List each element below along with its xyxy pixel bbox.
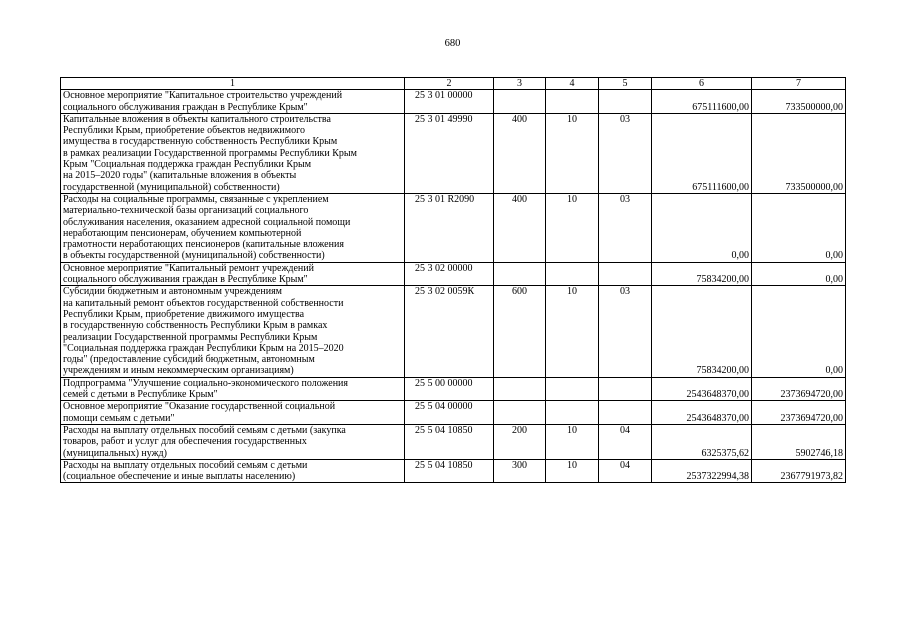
row-expense-type: [494, 377, 546, 401]
row-code: 25 3 01 00000: [405, 90, 494, 114]
row-amount-col7: 733500000,00: [752, 113, 846, 193]
row-section: [546, 262, 599, 286]
row-amount-col7: 5902746,18: [752, 424, 846, 459]
row-expense-type: [494, 262, 546, 286]
row-amount-col7: 2367791973,82: [752, 459, 846, 483]
column-header: 5: [599, 78, 652, 90]
row-expense-type: 400: [494, 193, 546, 262]
row-section: 10: [546, 424, 599, 459]
page-number: 680: [444, 38, 461, 49]
row-expense-type: 300: [494, 459, 546, 483]
row-name: Подпрограмма "Улучшение социально-экономического положения семей с детьми в Республике Крым": [61, 377, 405, 401]
column-header: 7: [752, 78, 846, 90]
row-name: Субсидии бюджетным и автономным учреждениям на капитальный ремонт объектов государственной собственности Республики Крым, приобретение движимого имущества в государственную собственность Республики Крым в рамках реализации Государственной программы Республики Крым "Социальная поддержка граждан Республики Крым на 2015–2020 годы" (предоставление субсидий бюджетным, автономным учреждениям и иным некоммерческим организациям): [61, 286, 405, 377]
row-subsection: 03: [599, 286, 652, 377]
row-subsection: 03: [599, 113, 652, 193]
row-section: 10: [546, 459, 599, 483]
row-subsection: [599, 90, 652, 114]
row-expense-type: 600: [494, 286, 546, 377]
column-header: 4: [546, 78, 599, 90]
row-name: Капитальные вложения в объекты капитального строительства Республики Крым, приобретение объектов недвижимого имущества в государственную собственность Республики Крым в рамках реализации Государственной программы Республики Крым Крым "Социальная поддержка граждан Республики Крым на 2015–2020 годы" (капитальные вложения в объекты государственной (муниципальной) собственности): [61, 113, 405, 193]
row-amount-col6: 2543648370,00: [652, 401, 752, 425]
row-section: 10: [546, 193, 599, 262]
table-row: [61, 90, 846, 114]
row-section: [546, 90, 599, 114]
row-amount-col6: 2537322994,38: [652, 459, 752, 483]
table-row: [61, 113, 846, 193]
row-expense-type: 200: [494, 424, 546, 459]
table-row: [61, 286, 846, 377]
column-header: 6: [652, 78, 752, 90]
row-amount-col6: 0,00: [652, 193, 752, 262]
row-code: 25 5 04 10850: [405, 459, 494, 483]
row-amount-col7: 733500000,00: [752, 90, 846, 114]
column-header: 3: [494, 78, 546, 90]
row-amount-col6: 675111600,00: [652, 113, 752, 193]
row-subsection: 03: [599, 193, 652, 262]
row-name: Основное мероприятие "Капитальное строительство учреждений социального обслуживания граждан в Республике Крым": [61, 90, 405, 114]
row-name: Основное мероприятие "Оказание государственной социальной помощи семьям с детьми": [61, 401, 405, 425]
row-subsection: [599, 262, 652, 286]
row-name: Расходы на выплату отдельных пособий семьям с детьми (социальное обеспечение и иные выплаты населению): [61, 459, 405, 483]
row-amount-col6: 6325375,62: [652, 424, 752, 459]
row-amount-col7: 0,00: [752, 286, 846, 377]
row-name: Расходы на социальные программы, связанные с укреплением материально-технической базы организаций социального обслуживания населения, оказанием адресной социальной помощи неработающим пенсионерам, обучением компьютерной грамотности неработающих пенсионеров (капитальные вложения в объекты государственной (муниципальной) собственности): [61, 193, 405, 262]
row-subsection: 04: [599, 459, 652, 483]
row-section: 10: [546, 286, 599, 377]
row-expense-type: [494, 401, 546, 425]
row-amount-col7: 2373694720,00: [752, 401, 846, 425]
row-amount-col6: 75834200,00: [652, 262, 752, 286]
column-header: 2: [405, 78, 494, 90]
table-row: [61, 193, 846, 262]
row-amount-col6: 2543648370,00: [652, 377, 752, 401]
row-expense-type: [494, 90, 546, 114]
row-section: [546, 401, 599, 425]
row-section: [546, 377, 599, 401]
row-amount-col7: 0,00: [752, 262, 846, 286]
table-row: [61, 262, 846, 286]
row-code: 25 5 00 00000: [405, 377, 494, 401]
row-code: 25 3 02 0059К: [405, 286, 494, 377]
budget-table: [60, 77, 846, 483]
row-name: Основное мероприятие "Капитальный ремонт учреждений социального обслуживания граждан в Республике Крым": [61, 262, 405, 286]
row-code: 25 5 04 10850: [405, 424, 494, 459]
table-row: [61, 459, 846, 483]
row-subsection: 04: [599, 424, 652, 459]
table-row: [61, 401, 846, 425]
column-header: 1: [61, 78, 405, 90]
row-code: 25 3 01 R2090: [405, 193, 494, 262]
row-amount-col7: 0,00: [752, 193, 846, 262]
row-code: 25 3 02 00000: [405, 262, 494, 286]
row-code: 25 3 01 49990: [405, 113, 494, 193]
row-subsection: [599, 377, 652, 401]
table-row: [61, 377, 846, 401]
row-amount-col7: 2373694720,00: [752, 377, 846, 401]
row-amount-col6: 675111600,00: [652, 90, 752, 114]
row-expense-type: 400: [494, 113, 546, 193]
row-name: Расходы на выплату отдельных пособий семьям с детьми (закупка товаров, работ и услуг для обеспечения государственных (муниципальных) нужд): [61, 424, 405, 459]
row-amount-col6: 75834200,00: [652, 286, 752, 377]
header-row: [61, 78, 846, 90]
table-row: [61, 424, 846, 459]
row-code: 25 5 04 00000: [405, 401, 494, 425]
row-section: 10: [546, 113, 599, 193]
row-subsection: [599, 401, 652, 425]
